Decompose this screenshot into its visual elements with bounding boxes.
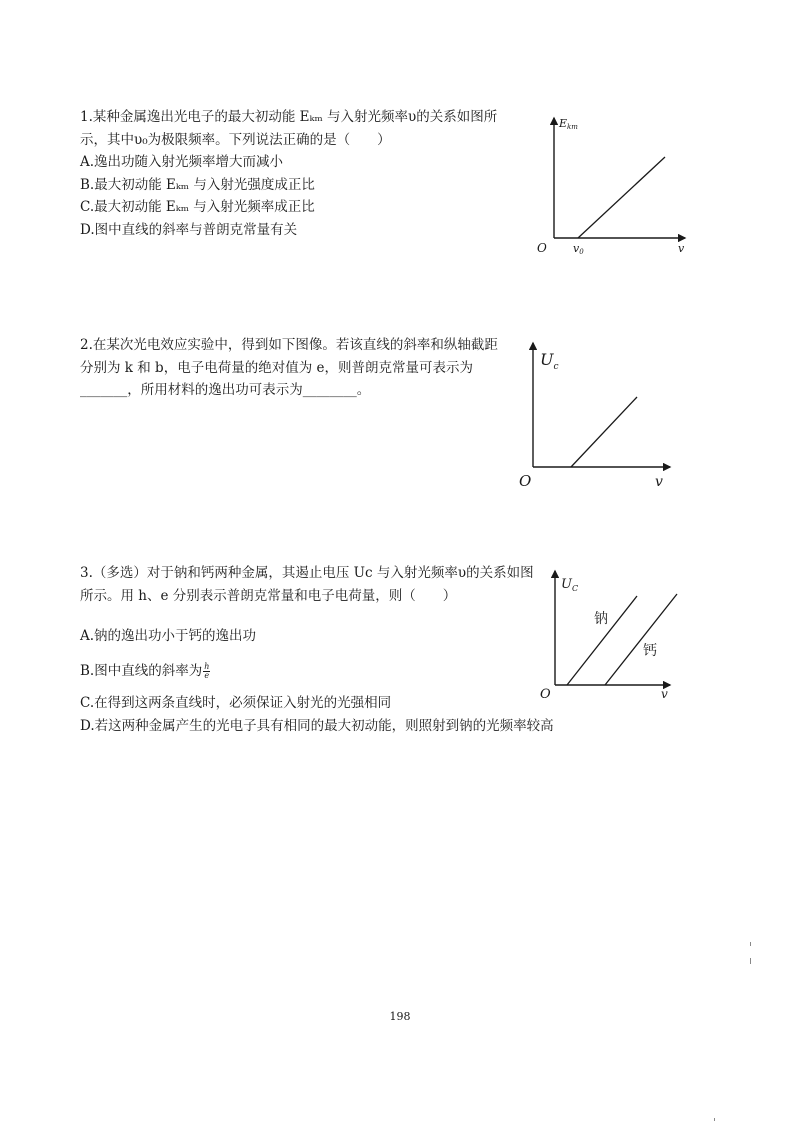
scan-speck xyxy=(750,942,751,946)
sodium-line xyxy=(567,596,637,685)
question-3-stem-line-2: 所示。用 h、e 分别表示普朗克常量和电子电荷量，则（ ） xyxy=(80,587,457,604)
x-axis-label: v xyxy=(661,687,668,701)
y-axis-label: Ekm xyxy=(559,117,578,131)
question-3 xyxy=(80,562,554,737)
question-1-option-a: A.逸出功随入射光频率增大而减小 xyxy=(80,154,284,170)
slope-fraction xyxy=(203,663,210,680)
question-3-option-b-text: B.图中直线的斜率为 xyxy=(80,662,203,679)
fraction-numerator: h xyxy=(204,661,210,671)
question-3-option-b xyxy=(80,660,554,683)
question-3-graph xyxy=(540,566,680,706)
origin-label: O xyxy=(537,241,547,255)
origin-label: O xyxy=(519,472,532,490)
question-1-option-b: B.最大初动能 Eₖₘ 与入射光强度成正比 xyxy=(80,176,315,193)
x-axis-label: v xyxy=(655,474,663,490)
question-3-option-a: A.钠的逸出功小于钙的逸出功 xyxy=(80,628,257,644)
fraction-denominator: e xyxy=(204,670,210,680)
question-2-stem-line-1: 2.在某次光电效应实验中，得到如下图像。若该直线的斜率和纵轴截距 xyxy=(80,337,498,353)
graph-line xyxy=(571,397,637,467)
question-1-graph xyxy=(535,110,695,260)
question-3-option-c: C.在得到这两条直线时，必须保证入射光的光强相同 xyxy=(80,695,392,711)
question-1-stem-line-1: 1.某种金属逸出光电子的最大初动能 Eₖₘ 与入射光频率υ的关系如图所 xyxy=(80,109,498,125)
question-2 xyxy=(80,334,498,402)
calcium-label: 钙 xyxy=(643,643,657,659)
question-2-stem-line-2: 分别为 k 和 b，电子电荷量的绝对值为 e，则普朗克常量可表示为 xyxy=(80,359,473,376)
scan-speck xyxy=(714,1118,715,1121)
question-1-option-c: C.最大初动能 Eₖₘ 与入射光频率成正比 xyxy=(80,199,315,215)
page-number: 198 xyxy=(389,1010,411,1023)
origin-label: O xyxy=(540,687,551,702)
y-axis-label: $U_c$ xyxy=(540,350,559,372)
question-3-option-d: D.若这两种金属产生的光电子具有相同的最大初动能，则照射到钠的光频率较高 xyxy=(80,717,554,734)
y-axis-label: $U_C$ xyxy=(561,577,579,593)
scan-speck xyxy=(750,958,751,964)
question-2-graph xyxy=(515,338,675,493)
question-2-stem-line-3: _______，所用材料的逸出功可表示为________。 xyxy=(80,382,371,398)
question-1 xyxy=(80,106,497,241)
x-axis-label: v xyxy=(678,242,685,255)
intercept-label: v0 xyxy=(573,242,584,256)
question-1-stem-line-2: 示，其中υ₀为极限频率。下列说法正确的是（ ） xyxy=(80,131,391,148)
graph-line xyxy=(578,157,665,238)
question-1-option-d: D.图中直线的斜率与普朗克常量有关 xyxy=(80,221,298,238)
sodium-label: 钠 xyxy=(594,611,608,627)
question-3-stem-line-1: 3.（多选）对于钠和钙两种金属，其遏止电压 Uc 与入射光频率υ的关系如图 xyxy=(80,565,534,581)
calcium-line xyxy=(605,594,677,685)
